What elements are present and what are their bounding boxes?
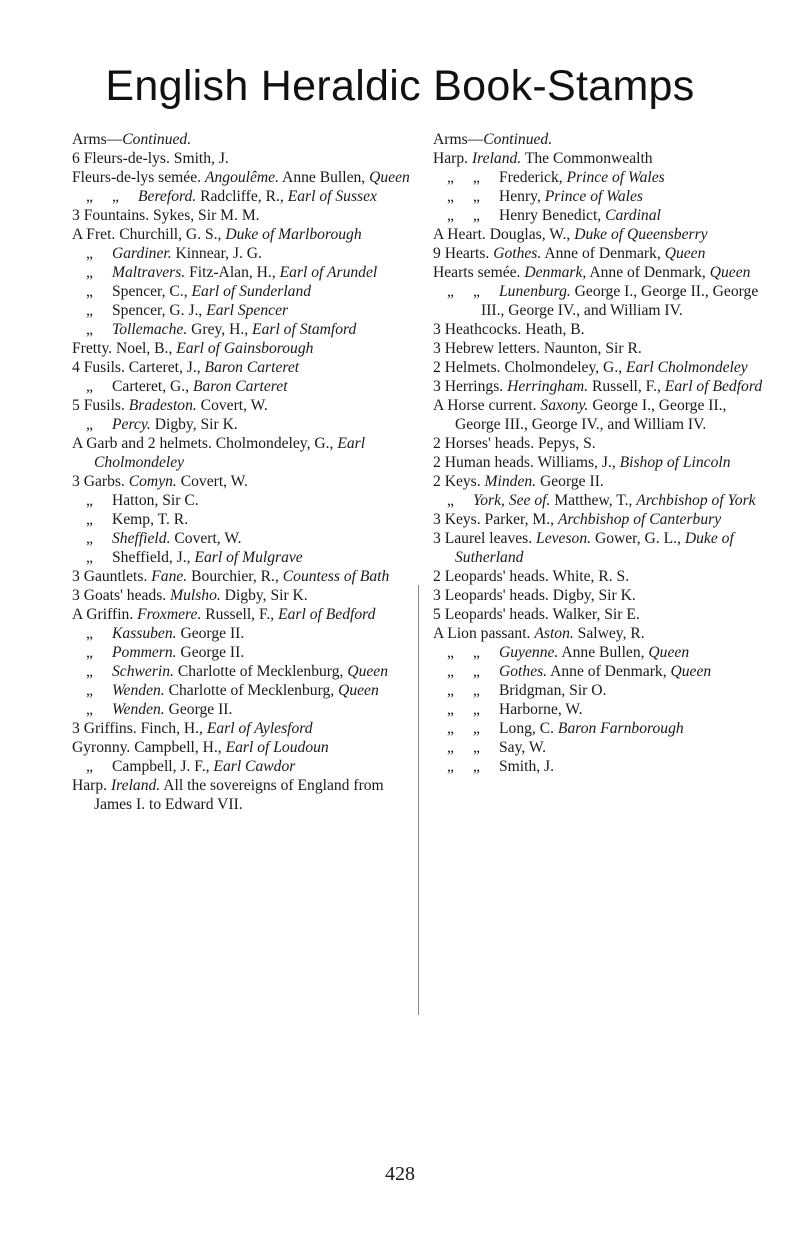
index-entry	[72, 187, 422, 206]
index-entry	[433, 244, 763, 263]
entry-text: A Garb and 2 helmets. Cholmondeley, G.,	[72, 435, 338, 452]
entry-text: Digby, Sir K.	[220, 587, 308, 604]
index-entry	[433, 700, 763, 719]
entry-italic-text: Minden.	[484, 473, 537, 490]
entry-italic-text: Queen	[347, 663, 389, 680]
entry-italic-text: Fane.	[151, 568, 188, 585]
entry-text: George II.	[176, 625, 245, 642]
ditto-mark: „	[86, 511, 93, 528]
page-header	[0, 0, 800, 120]
entry-italic-text: Bishop of Lincoln	[619, 454, 731, 471]
index-entry	[433, 491, 763, 510]
index-entry	[433, 719, 763, 738]
entry-text: Henry,	[499, 188, 545, 205]
entry-italic-text: Earl of Gainsborough	[176, 340, 314, 357]
ditto-mark: „	[447, 701, 454, 718]
ditto-mark: „	[447, 283, 454, 300]
entry-text: Spencer, C.,	[112, 283, 192, 300]
index-entry	[72, 396, 422, 415]
entry-italic-text: Archbishop of Canterbury	[557, 511, 722, 528]
index-entry	[72, 586, 422, 605]
entry-italic-text: Bereford.	[138, 188, 197, 205]
right-entry-list	[433, 149, 763, 776]
entry-text: Russell, F.,	[588, 378, 665, 395]
ditto-mark: „	[473, 758, 480, 775]
entry-text: Kinnear, J. G.	[171, 245, 262, 262]
ditto-mark: „	[112, 188, 119, 205]
entry-italic-text: Prince of Wales	[544, 188, 643, 205]
entry-italic-text: Earl Cawdor	[213, 758, 296, 775]
entry-italic-text: Earl Cholmondeley	[94, 435, 366, 471]
index-entry	[72, 567, 422, 586]
ditto-mark: „	[473, 207, 480, 224]
ditto-mark: „	[447, 188, 454, 205]
entry-italic-text: Maltravers.	[112, 264, 186, 281]
entry-italic-text: Duke of Sutherland	[455, 530, 734, 566]
ditto-mark: „	[447, 169, 454, 186]
entry-text: Harborne, W.	[499, 701, 583, 718]
index-entry	[72, 225, 422, 244]
entry-text: A Fret. Churchill, G. S.,	[72, 226, 226, 243]
entry-italic-text: Wenden.	[112, 682, 165, 699]
entry-text: Anne of Denmark,	[586, 264, 710, 281]
index-entry	[72, 358, 422, 377]
entry-italic-text: Angoulême.	[204, 169, 280, 186]
entry-italic-text: Earl of Bedford	[278, 606, 376, 623]
ditto-mark: „	[86, 302, 93, 319]
ditto-mark: „	[86, 321, 93, 338]
entry-text: 3 Keys. Parker, M.,	[433, 511, 558, 528]
entry-text: Long, C.	[499, 720, 558, 737]
index-entry	[433, 453, 763, 472]
entry-text: 3 Griffins. Finch, H.,	[72, 720, 207, 737]
index-entry	[433, 624, 763, 643]
entry-italic-text: Denmark,	[524, 264, 587, 281]
entry-italic-text: Earl of Arundel	[279, 264, 378, 281]
entry-italic-text: Baron Carteret	[192, 378, 288, 395]
entry-italic-text: Ireland.	[110, 777, 161, 794]
index-entry	[72, 776, 422, 814]
right-column-heading	[433, 130, 763, 149]
entry-text: Gower, G. L.,	[591, 530, 685, 547]
entry-text: George I., George II., George III., George IV., and William IV.	[481, 283, 759, 319]
index-entry	[72, 244, 422, 263]
index-entry	[433, 377, 763, 396]
entry-italic-text: Mulsho.	[170, 587, 221, 604]
entry-text: Charlotte of Mecklenburg,	[164, 682, 339, 699]
entry-italic-text: Lunenburg.	[499, 283, 571, 300]
entry-italic-text: Gothes.	[493, 245, 542, 262]
index-entry	[72, 282, 422, 301]
entry-italic-text: Queen	[670, 663, 712, 680]
ditto-mark: „	[86, 283, 93, 300]
ditto-mark: „	[86, 549, 93, 566]
left-column	[72, 130, 422, 814]
index-entry	[72, 263, 422, 282]
entry-text: 2 Human heads. Williams, J.,	[433, 454, 620, 471]
entry-text: 9 Hearts.	[433, 245, 494, 262]
ditto-mark: „	[86, 625, 93, 642]
ditto-mark: „	[86, 530, 93, 547]
entry-text: 3 Gauntlets.	[72, 568, 152, 585]
index-entry	[72, 320, 422, 339]
heading-roman: Arms—	[433, 131, 484, 148]
ditto-mark: „	[86, 264, 93, 281]
index-entry	[72, 529, 422, 548]
ditto-mark: „	[473, 701, 480, 718]
entry-italic-text: Froxmere.	[137, 606, 202, 623]
entry-italic-text: Duke of Queensberry	[574, 226, 708, 243]
ditto-mark: „	[447, 739, 454, 756]
entry-text: Anne of Denmark,	[547, 663, 671, 680]
ditto-mark: „	[86, 416, 93, 433]
index-entry	[72, 719, 422, 738]
index-entry	[433, 358, 763, 377]
index-entry	[72, 757, 422, 776]
index-entry	[72, 624, 422, 643]
ditto-mark: „	[473, 739, 480, 756]
entry-text: Bourchier, R.,	[187, 568, 283, 585]
entry-text: Spencer, G. J.,	[112, 302, 207, 319]
index-entry	[72, 377, 422, 396]
ditto-mark: „	[447, 644, 454, 661]
entry-italic-text: Baron Farnborough	[557, 720, 684, 737]
entry-text: Harp.	[433, 150, 472, 167]
entry-text: 2 Keys.	[433, 473, 485, 490]
ditto-mark: „	[447, 682, 454, 699]
ditto-mark: „	[86, 644, 93, 661]
entry-text: 6 Fleurs-de-lys. Smith, J.	[72, 150, 229, 167]
entry-italic-text: Earl of Sunderland	[191, 283, 312, 300]
entry-italic-text: Comyn.	[128, 473, 177, 490]
entry-italic-text: Queen	[369, 169, 410, 186]
entry-text: Radcliffe, R.,	[196, 188, 288, 205]
entry-text: 4 Fusils. Carteret, J.,	[72, 359, 205, 376]
ditto-mark: „	[447, 758, 454, 775]
index-entry	[72, 339, 422, 358]
entry-text: Anne Bullen,	[279, 169, 370, 186]
entry-italic-text: Ireland.	[471, 150, 522, 167]
index-entry	[433, 643, 763, 662]
index-entry	[433, 263, 763, 282]
entry-text: Salwey, R.	[573, 625, 645, 642]
entry-text: Bridgman, Sir O.	[499, 682, 607, 699]
index-entry	[72, 206, 422, 225]
entry-text: Charlotte of Mecklenburg,	[173, 663, 348, 680]
entry-italic-text: Earl Spencer	[206, 302, 289, 319]
entry-italic-text: Gothes.	[499, 663, 548, 680]
entry-italic-text: Cardinal	[605, 207, 661, 224]
index-entry	[433, 434, 763, 453]
entry-italic-text: York, See of.	[473, 492, 551, 509]
entry-text: 5 Leopards' heads. Walker, Sir E.	[433, 606, 640, 623]
entry-italic-text: Sheffield.	[112, 530, 171, 547]
entry-italic-text: Earl Cholmondeley	[626, 359, 748, 376]
entry-italic-text: Earl of Mulgrave	[194, 549, 303, 566]
entry-text: Russell, F.,	[201, 606, 279, 623]
entry-text: Harp.	[72, 777, 111, 794]
index-entry	[72, 510, 422, 529]
entry-italic-text: Aston.	[534, 625, 574, 642]
index-entry	[72, 681, 422, 700]
entry-text: Matthew, T.,	[550, 492, 637, 509]
entry-text: Henry Benedict,	[499, 207, 606, 224]
right-column	[433, 130, 763, 776]
entry-italic-text: Earl of Aylesford	[206, 720, 313, 737]
entry-text: All the sovereigns of England from James I. to Edward VII.	[94, 777, 384, 813]
entry-italic-text: Tollemache.	[112, 321, 188, 338]
ditto-mark: „	[86, 701, 93, 718]
entry-text: Kemp, T. R.	[112, 511, 189, 528]
entry-italic-text: Earl of Sussex	[287, 188, 377, 205]
entry-italic-text: Herringham.	[507, 378, 589, 395]
entry-italic-text: Duke of Marlborough	[225, 226, 362, 243]
index-entry	[433, 168, 763, 187]
entry-text: 3 Goats' heads.	[72, 587, 171, 604]
entry-text: 3 Leopards' heads. Digby, Sir K.	[433, 587, 636, 604]
entry-text: The Commonwealth	[521, 150, 653, 167]
ditto-mark: „	[86, 188, 93, 205]
heading-italic: Continued.	[122, 131, 192, 148]
index-entry	[72, 662, 422, 681]
entry-text: Carteret, G.,	[112, 378, 193, 395]
entry-italic-text: Percy.	[112, 416, 151, 433]
index-entry	[433, 149, 763, 168]
index-entry	[433, 282, 763, 320]
entry-italic-text: Bradeston.	[128, 397, 197, 414]
entry-text: Grey, H.,	[187, 321, 253, 338]
entry-text: 2 Leopards' heads. White, R. S.	[433, 568, 630, 585]
entry-text: Covert, W.	[196, 397, 268, 414]
entry-italic-text: Wenden.	[112, 701, 165, 718]
page-number: 428	[385, 1163, 415, 1185]
index-entry	[72, 700, 422, 719]
index-entry	[433, 586, 763, 605]
index-entry	[433, 206, 763, 225]
entry-text: Hearts semée.	[433, 264, 525, 281]
entry-text: Fitz-Alan, H.,	[185, 264, 280, 281]
ditto-mark: „	[447, 207, 454, 224]
index-entry	[72, 548, 422, 567]
entry-italic-text: Archbishop of York	[636, 492, 756, 509]
index-entry	[433, 567, 763, 586]
index-entry	[433, 339, 763, 358]
ditto-mark: „	[86, 758, 93, 775]
index-entry	[72, 472, 422, 491]
entry-text: 3 Heathcocks. Heath, B.	[433, 321, 585, 338]
entry-text: Sheffield, J.,	[112, 549, 195, 566]
ditto-mark: „	[86, 378, 93, 395]
entry-text: Anne of Denmark,	[541, 245, 665, 262]
index-entry	[72, 301, 422, 320]
entry-italic-text: Queen	[338, 682, 379, 699]
index-entry	[433, 396, 763, 434]
ditto-mark: „	[473, 169, 480, 186]
index-entry	[433, 605, 763, 624]
ditto-mark: „	[447, 492, 454, 509]
entry-text: Say, W.	[499, 739, 547, 756]
ditto-mark: „	[473, 644, 480, 661]
page-title: English Heraldic Book-Stamps	[105, 62, 695, 110]
entry-italic-text: Earl of Stamford	[252, 321, 357, 338]
entry-text: Gyronny. Campbell, H.,	[72, 739, 226, 756]
ditto-mark: „	[86, 663, 93, 680]
entry-text: Covert, W.	[170, 530, 242, 547]
entry-text: 2 Horses' heads. Pepys, S.	[433, 435, 596, 452]
entry-text: George II.	[176, 644, 245, 661]
entry-text: 3 Laurel leaves.	[433, 530, 537, 547]
entry-text: Smith, J.	[499, 758, 555, 775]
entry-italic-text: Pommern.	[112, 644, 177, 661]
heading-roman: Arms—	[72, 131, 123, 148]
index-entry	[433, 738, 763, 757]
entry-italic-text: Baron Carteret	[204, 359, 300, 376]
ditto-mark: „	[473, 663, 480, 680]
ditto-mark: „	[473, 283, 480, 300]
entry-text: George II.	[536, 473, 604, 490]
entry-text: Campbell, J. F.,	[112, 758, 214, 775]
ditto-mark: „	[86, 245, 93, 262]
ditto-mark: „	[447, 663, 454, 680]
index-entry	[433, 510, 763, 529]
entry-italic-text: Prince of Wales	[566, 169, 665, 186]
entry-italic-text: Queen	[664, 245, 706, 262]
index-entry	[433, 225, 763, 244]
index-entry	[72, 605, 422, 624]
index-entry	[72, 149, 422, 168]
left-entry-list	[72, 149, 422, 814]
index-entry	[433, 681, 763, 700]
ditto-mark: „	[473, 682, 480, 699]
index-entry	[72, 168, 422, 187]
entry-text: George I., George II., George III., George IV., and William IV.	[455, 397, 727, 433]
entry-text: George II.	[164, 701, 233, 718]
index-entry	[72, 491, 422, 510]
index-entry	[72, 738, 422, 757]
index-entry	[433, 757, 763, 776]
entry-italic-text: Guyenne.	[499, 644, 559, 661]
entry-italic-text: Kassuben.	[112, 625, 177, 642]
left-column-heading	[72, 130, 422, 149]
index-entry	[433, 472, 763, 491]
entry-text: 2 Helmets. Cholmondeley, G.,	[433, 359, 627, 376]
entry-italic-text: Earl of Loudoun	[225, 739, 329, 756]
entry-italic-text: Countess of Bath	[282, 568, 390, 585]
entry-text: Anne Bullen,	[558, 644, 649, 661]
heading-italic: Continued.	[483, 131, 553, 148]
entry-text: Fretty. Noel, B.,	[72, 340, 177, 357]
index-entry	[433, 529, 763, 567]
entry-italic-text: Leveson.	[536, 530, 592, 547]
ditto-mark: „	[86, 492, 93, 509]
index-entry	[433, 662, 763, 681]
entry-text: Fleurs-de-lys semée.	[72, 169, 205, 186]
ditto-mark: „	[473, 188, 480, 205]
entry-italic-text: Queen	[648, 644, 690, 661]
entry-text: 5 Fusils.	[72, 397, 129, 414]
entry-italic-text: Schwerin.	[112, 663, 174, 680]
entry-italic-text: Saxony.	[540, 397, 589, 414]
index-entry	[72, 434, 422, 472]
entry-text: 3 Hebrew letters. Naunton, Sir R.	[433, 340, 642, 357]
index-entry	[72, 415, 422, 434]
ditto-mark: „	[86, 682, 93, 699]
ditto-mark: „	[447, 720, 454, 737]
entry-text: A Lion passant.	[433, 625, 535, 642]
entry-text: 3 Herrings.	[433, 378, 508, 395]
entry-text: Hatton, Sir C.	[112, 492, 199, 509]
index-entry	[72, 643, 422, 662]
entry-italic-text: Gardiner.	[112, 245, 172, 262]
index-entry	[433, 320, 763, 339]
entry-text: A Griffin.	[72, 606, 138, 623]
entry-text: Digby, Sir K.	[150, 416, 238, 433]
entry-text: 3 Garbs.	[72, 473, 129, 490]
entry-text: 3 Fountains. Sykes, Sir M. M.	[72, 207, 260, 224]
entry-text: Frederick,	[499, 169, 567, 186]
entry-text: A Heart. Douglas, W.,	[433, 226, 575, 243]
entry-italic-text: Queen	[709, 264, 751, 281]
column-divider	[418, 585, 419, 1015]
ditto-mark: „	[473, 720, 480, 737]
entry-text: Covert, W.	[176, 473, 248, 490]
entry-text: A Horse current.	[433, 397, 541, 414]
index-entry	[433, 187, 763, 206]
entry-italic-text: Earl of Bedford	[664, 378, 763, 395]
